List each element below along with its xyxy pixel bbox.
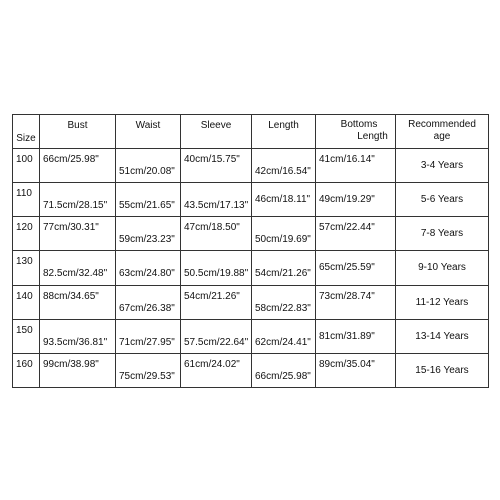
cell-waist: 59cm/23.23" [116,217,181,251]
cell-sleeve: 43.5cm/17.13" [181,183,252,217]
cell-length: 58cm/22.83" [252,285,316,319]
cell-length: 66cm/25.98" [252,353,316,387]
cell-bottoms: 73cm/28.74" [316,285,396,319]
header-sleeve: Sleeve [181,115,252,149]
cell-age: 5-6 Years [396,183,489,217]
cell-bottoms: 49cm/19.29" [316,183,396,217]
header-bottoms-line1: Bottoms [340,119,378,130]
header-waist: Waist [116,115,181,149]
table-row [13,217,489,251]
cell-sleeve: 40cm/15.75" [181,149,252,183]
cell-bottoms: 57cm/22.44" [316,217,396,251]
table-row [13,285,489,319]
header-recommended-age [396,115,489,149]
cell-length: 46cm/18.11" [252,183,316,217]
cell-waist: 55cm/21.65" [116,183,181,217]
cell-age: 9-10 Years [396,251,489,285]
cell-size: 120 [13,217,40,251]
cell-age: 11-12 Years [396,285,489,319]
cell-bust: 82.5cm/32.48" [40,251,116,285]
cell-bottoms: 89cm/35.04" [316,353,396,387]
cell-sleeve: 50.5cm/19.88" [181,251,252,285]
cell-bust: 99cm/38.98" [40,353,116,387]
table-row [13,149,489,183]
cell-waist: 63cm/24.80" [116,251,181,285]
header-size: Size [13,115,40,149]
cell-length: 42cm/16.54" [252,149,316,183]
cell-age: 7-8 Years [396,217,489,251]
cell-sleeve: 47cm/18.50" [181,217,252,251]
cell-bust: 66cm/25.98" [40,149,116,183]
header-bottoms-length [316,115,396,149]
cell-sleeve: 57.5cm/22.64" [181,319,252,353]
cell-waist: 51cm/20.08" [116,149,181,183]
cell-bust: 71.5cm/28.15" [40,183,116,217]
cell-age: 3-4 Years [396,149,489,183]
cell-size: 150 [13,319,40,353]
header-length: Length [252,115,316,149]
table-row [13,251,489,285]
cell-size: 160 [13,353,40,387]
cell-bottoms: 65cm/25.59" [316,251,396,285]
cell-length: 54cm/21.26" [252,251,316,285]
size-chart-table [12,114,489,388]
cell-size: 110 [13,183,40,217]
cell-size: 140 [13,285,40,319]
cell-waist: 75cm/29.53" [116,353,181,387]
cell-sleeve: 54cm/21.26" [181,285,252,319]
cell-bust: 93.5cm/36.81" [40,319,116,353]
cell-waist: 67cm/26.38" [116,285,181,319]
cell-length: 62cm/24.41" [252,319,316,353]
table-row [13,353,489,387]
cell-bust: 77cm/30.31" [40,217,116,251]
header-age-line1: Recommended [408,119,476,130]
cell-length: 50cm/19.69" [252,217,316,251]
cell-bottoms: 81cm/31.89" [316,319,396,353]
header-bottoms-line2: Length [357,131,388,142]
table-row [13,183,489,217]
header-row [13,115,489,149]
table-row [13,319,489,353]
cell-sleeve: 61cm/24.02" [181,353,252,387]
header-bust: Bust [40,115,116,149]
cell-age: 15-16 Years [396,353,489,387]
cell-size: 130 [13,251,40,285]
cell-waist: 71cm/27.95" [116,319,181,353]
cell-age: 13-14 Years [396,319,489,353]
cell-bottoms: 41cm/16.14" [316,149,396,183]
cell-size: 100 [13,149,40,183]
header-age-line2: age [433,131,451,142]
cell-bust: 88cm/34.65" [40,285,116,319]
